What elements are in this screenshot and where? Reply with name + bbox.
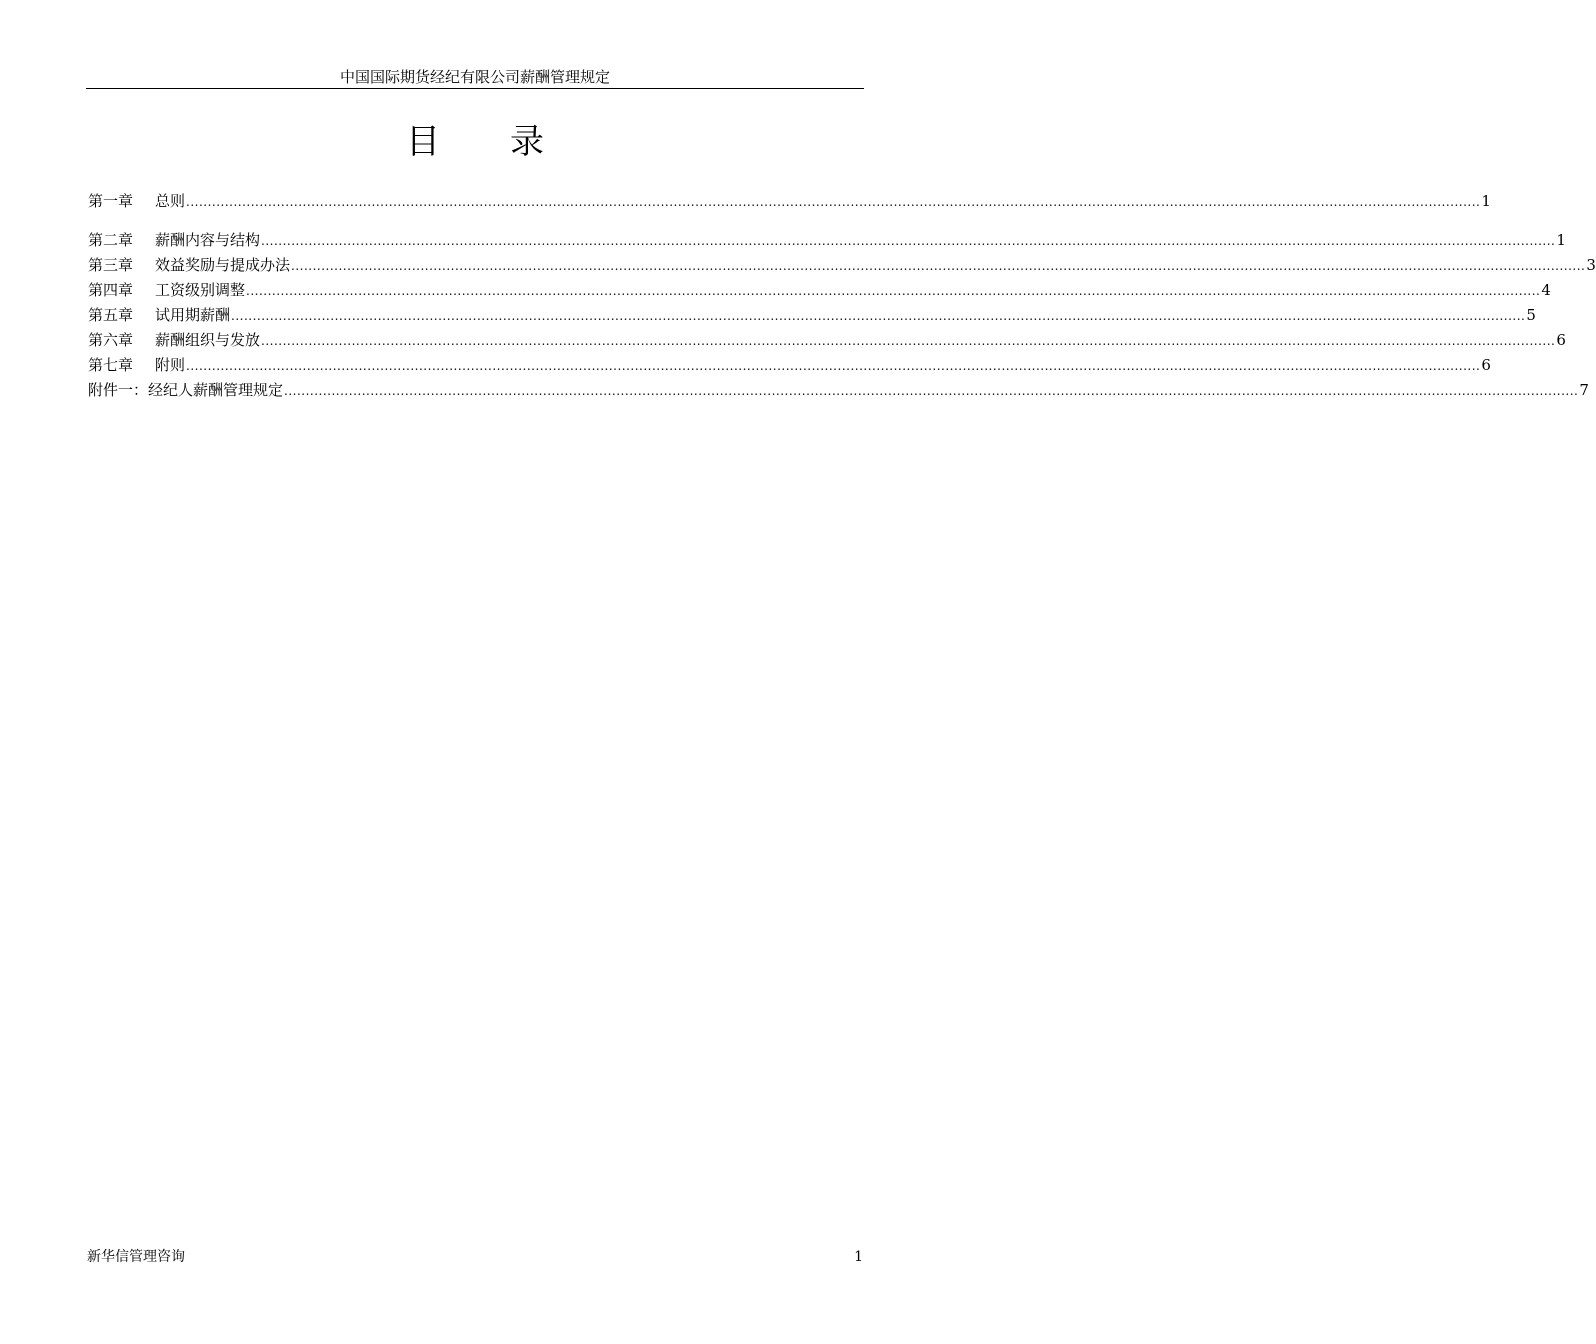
toc-entry-title: 总则 — [155, 192, 186, 210]
toc-entry-appendix-1[interactable] — [88, 378, 1589, 403]
toc-entry-number: 第三章 — [88, 256, 134, 274]
toc-leader-dots: ............................................................................................................................................................................................................................................................................................................ — [186, 195, 1481, 209]
toc-leader-dots: ............................................................................................................................................................................................................................................................................................................ — [186, 359, 1481, 373]
toc-entry-page: 1 — [1481, 192, 1491, 210]
header-title: 中国国际期货经纪有限公司薪酬管理规定 — [339, 68, 610, 86]
toc-heading-char-2: 录 — [510, 122, 544, 162]
toc-entry-chapter-5[interactable] — [88, 303, 1536, 328]
toc-entry-page: 3 — [1586, 256, 1596, 274]
toc-entry-title: 薪酬内容与结构 — [155, 231, 261, 249]
page-header — [86, 66, 864, 89]
toc-entry-chapter-3[interactable] — [88, 253, 1596, 278]
toc-entry-title: 薪酬组织与发放 — [155, 331, 261, 349]
table-of-contents — [88, 189, 1596, 403]
toc-entry-page: 7 — [1579, 381, 1589, 399]
toc-leader-dots: ............................................................................................................................................................................................................................................................................................................ — [246, 284, 1541, 298]
toc-entry-title: 效益奖励与提成办法 — [155, 256, 291, 274]
toc-entry-page: 6 — [1481, 356, 1491, 374]
toc-entry-title: 经纪人薪酬管理规定 — [148, 381, 284, 399]
toc-leader-dots: ............................................................................................................................................................................................................................................................................................................ — [261, 334, 1556, 348]
toc-entry-number: 第五章 — [88, 306, 134, 324]
toc-entry-chapter-6[interactable] — [88, 328, 1566, 353]
toc-heading — [0, 120, 950, 164]
toc-entry-number: 附件一： — [88, 381, 149, 399]
toc-leader-dots: ............................................................................................................................................................................................................................................................................................................ — [231, 309, 1526, 323]
toc-leader-dots: ............................................................................................................................................................................................................................................................................................................ — [291, 259, 1586, 273]
toc-entry-number: 第二章 — [88, 231, 134, 249]
toc-heading-char-1: 目 — [406, 122, 440, 162]
toc-entry-chapter-7[interactable] — [88, 353, 1491, 378]
footer-page-number: 1 — [854, 1249, 863, 1265]
toc-entry-number: 第四章 — [88, 281, 134, 299]
toc-entry-title: 试用期薪酬 — [155, 306, 231, 324]
toc-entry-title: 工资级别调整 — [155, 281, 246, 299]
toc-entry-chapter-4[interactable] — [88, 278, 1551, 303]
toc-leader-dots: ............................................................................................................................................................................................................................................................................................................ — [284, 384, 1579, 398]
toc-leader-dots: ............................................................................................................................................................................................................................................................................................................ — [261, 234, 1556, 248]
toc-entry-title: 附则 — [155, 356, 186, 374]
toc-entry-number: 第七章 — [88, 356, 134, 374]
footer-company: 新华信管理咨询 — [87, 1249, 185, 1265]
toc-entry-number: 第一章 — [88, 192, 134, 210]
toc-entry-page: 1 — [1556, 231, 1566, 249]
toc-entry-chapter-1[interactable] — [88, 189, 1491, 214]
toc-entry-page: 6 — [1556, 331, 1566, 349]
toc-entry-number: 第六章 — [88, 331, 134, 349]
toc-entry-page: 5 — [1526, 306, 1536, 324]
toc-entry-chapter-2[interactable] — [88, 228, 1566, 253]
toc-entry-page: 4 — [1541, 281, 1551, 299]
